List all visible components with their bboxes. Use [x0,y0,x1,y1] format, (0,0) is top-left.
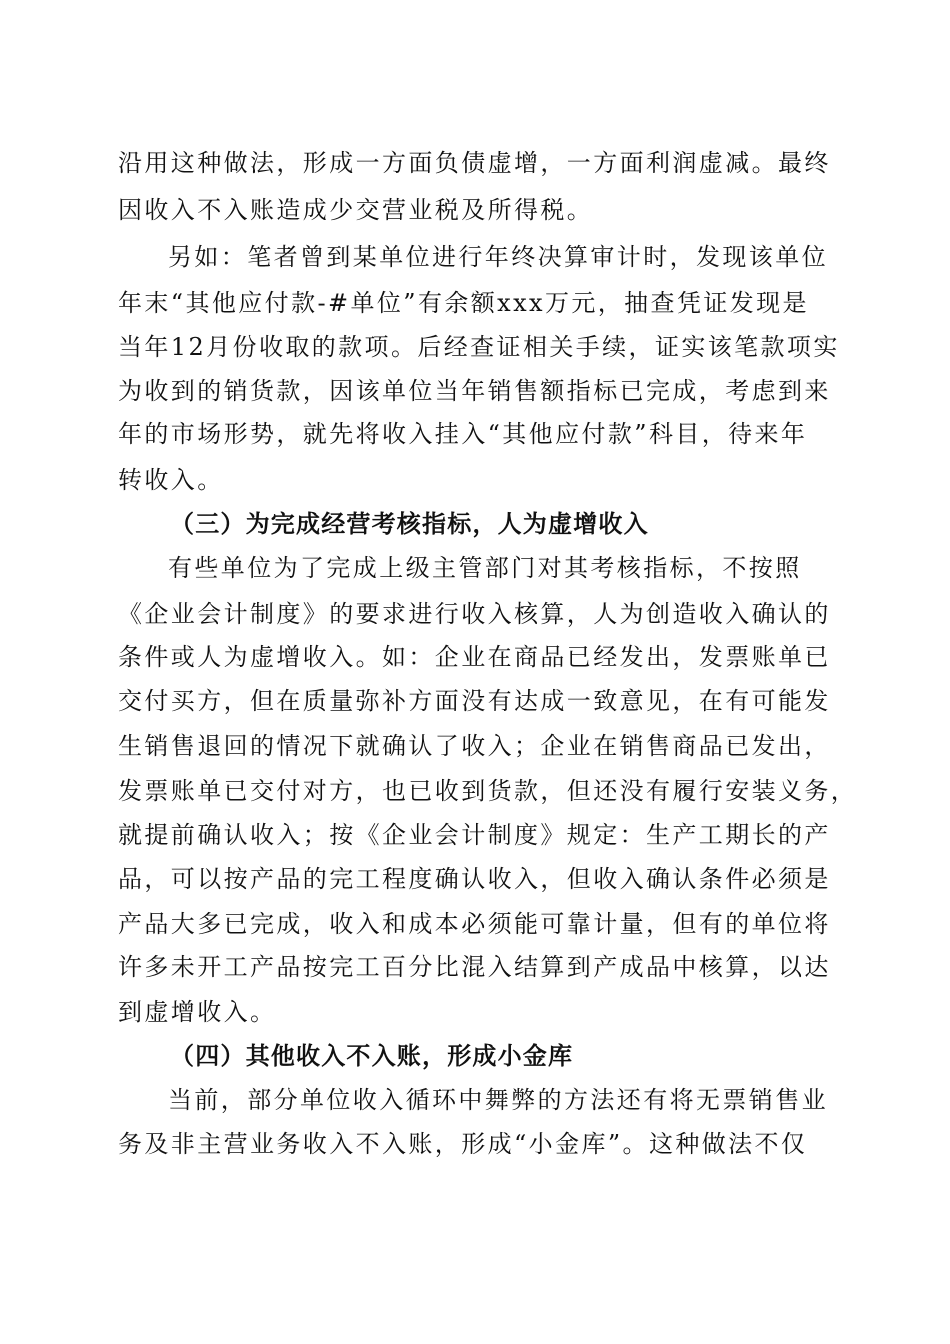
text-line: 为收到的销货款，因该单位当年销售额指标已完成，考虑到来 [118,377,831,405]
text-line: 发票账单已交付对方，也已收到货款，但还没有履行安装义务， [118,777,858,805]
text-line: 到虚增收入。 [118,998,277,1026]
text-line: 另如：笔者曾到某单位进行年终决算审计时，发现该单位 [168,243,828,271]
text-line: 当年12月份收取的款项。后经查证相关手续，证实该笔款项实 [118,333,840,361]
text-line: 年的市场形势，就先将收入挂入“其他应付款”科目，待来年 [118,420,808,448]
text-line: 许多未开工产品按完工百分比混入结算到产成品中核算，以达 [118,953,831,981]
text-line: 务及非主营业务收入不入账，形成“小金库”。这种做法不仅 [118,1130,808,1158]
text-line: 《企业会计制度》的要求进行收入核算，人为创造收入确认的 [118,600,831,628]
section-heading: （四）其他收入不入账，形成小金库 [170,1041,574,1070]
text-line: 因收入不入账造成少交营业税及所得税。 [118,196,594,224]
text-line: 有些单位为了完成上级主管部门对其考核指标，不按照 [168,554,802,582]
text-line: 年末“其他应付款-#单位”有余额xxx万元，抽查凭证发现是 [118,289,809,317]
text-line: 产品大多已完成，收入和成本必须能可靠计量，但有的单位将 [118,910,831,938]
text-line: 当前，部分单位收入循环中舞弊的方法还有将无票销售业 [168,1086,828,1114]
text-line: 条件或人为虚增收入。如：企业在商品已经发出，发票账单已 [118,643,831,671]
text-line: 品，可以按产品的完工程度确认收入，但收入确认条件必须是 [118,865,831,893]
section-heading: （三）为完成经营考核指标，人为虚增收入 [170,509,649,538]
text-line: 生销售退回的情况下就确认了收入；企业在销售商品已发出， [118,732,831,760]
text-line: 就提前确认收入；按《企业会计制度》规定：生产工期长的产 [118,821,831,849]
text-line: 转收入。 [118,466,224,494]
text-line: 沿用这种做法，形成一方面负债虚增，一方面利润虚减。最终 [118,149,831,177]
text-line: 交付买方，但在质量弥补方面没有达成一致意见，在有可能发 [118,687,831,715]
